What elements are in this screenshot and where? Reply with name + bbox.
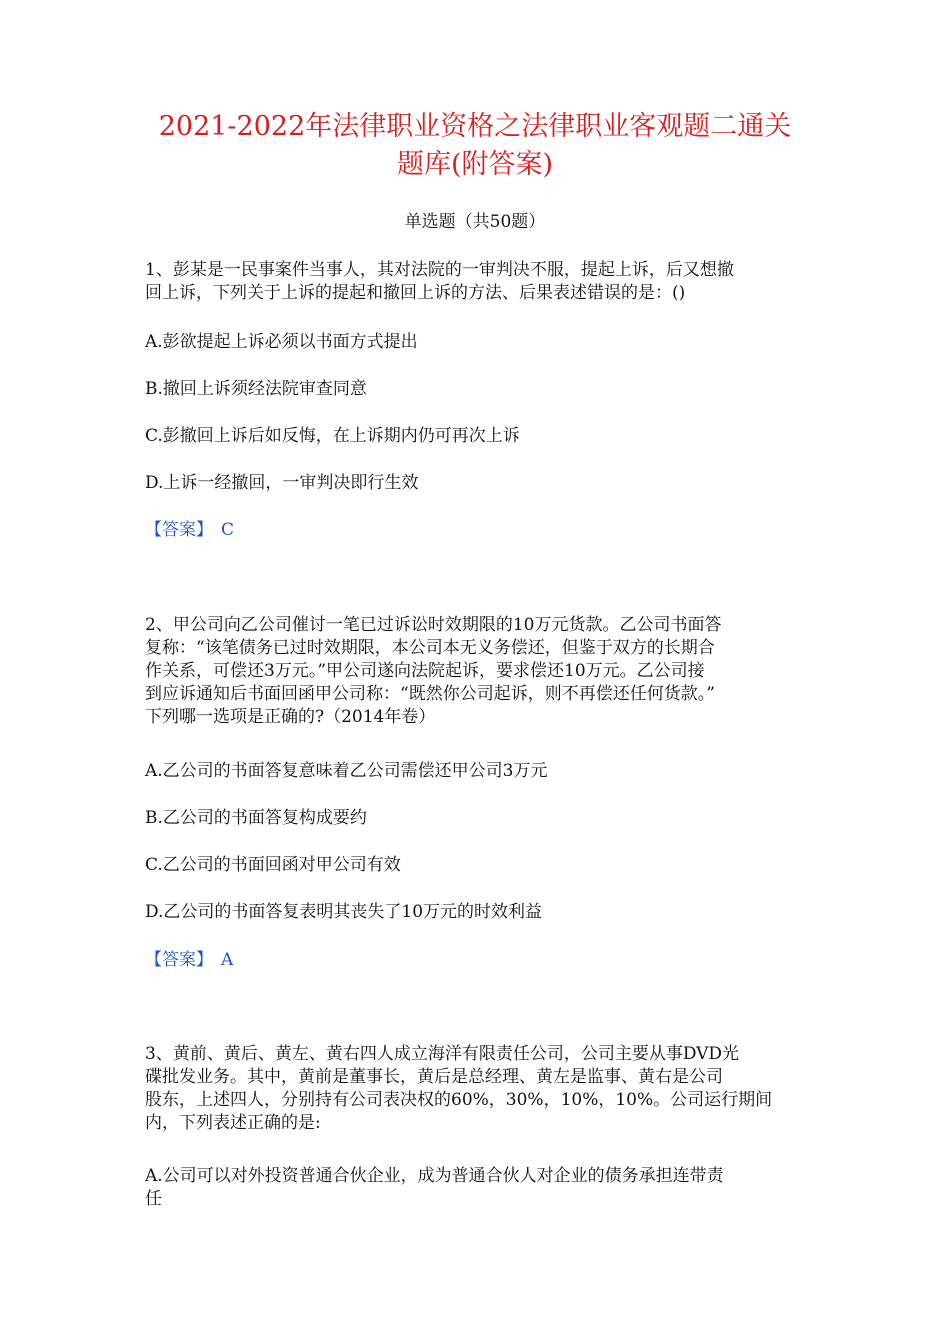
stem-line: 复称：“该笔债务已过时效期限，本公司本无义务偿还，但鉴于双方的长期合 xyxy=(145,638,715,658)
answer-label: 【答案】 xyxy=(145,950,213,970)
answer-value: C xyxy=(221,520,235,540)
title-line-1: 2021-2022年法律职业资格之法律职业客观题二通关 xyxy=(158,111,792,142)
stem-line: 到应诉通知后书面回函甲公司称：“既然你公司起诉，则不再偿还任何货款。” xyxy=(145,684,715,704)
document-title xyxy=(120,108,830,184)
option-line: 任 xyxy=(145,1189,162,1209)
stem-line: 下列哪一选项是正确的?（2014年卷） xyxy=(145,707,436,727)
stem-line: 1、彭某是一民事案件当事人，其对法院的一审判决不服，提起上诉，后又想撤 xyxy=(145,260,734,280)
question-1-option-a: A.彭欲提起上诉必须以书面方式提出 xyxy=(145,332,418,352)
stem-line: 作关系，可偿还3万元。”甲公司遂向法院起诉，要求偿还10万元。乙公司接 xyxy=(145,661,705,681)
question-3-option-a xyxy=(145,1165,825,1211)
option-line: A.公司可以对外投资普通合伙企业，成为普通合伙人对企业的债务承担连带责 xyxy=(145,1166,724,1186)
title-line-2: 题库(附答案) xyxy=(396,149,554,180)
question-2-answer xyxy=(145,949,233,972)
stem-line: 股东，上述四人，分别持有公司表决权的60%，30%，10%，10%。公司运行期间 xyxy=(145,1090,773,1110)
question-3-stem xyxy=(145,1043,825,1135)
stem-line: 回上诉，下列关于上诉的提起和撤回上诉的方法、后果表述错误的是：() xyxy=(145,283,686,303)
section-heading: 单选题（共50题） xyxy=(404,212,546,232)
question-1-option-d: D.上诉一经撤回，一审判决即行生效 xyxy=(145,473,419,493)
question-1-option-c: C.彭撤回上诉后如反悔，在上诉期内仍可再次上诉 xyxy=(145,426,520,446)
question-1-option-b: B.撤回上诉须经法院审查同意 xyxy=(145,379,367,399)
question-1-stem xyxy=(145,259,825,305)
question-2-option-c: C.乙公司的书面回函对甲公司有效 xyxy=(145,855,401,875)
question-2-option-d: D.乙公司的书面答复表明其丧失了10万元的时效利益 xyxy=(145,902,543,922)
stem-line: 3、黄前、黄后、黄左、黄右四人成立海洋有限责任公司，公司主要从事DVD光 xyxy=(145,1044,740,1064)
question-2-option-b: B.乙公司的书面答复构成要约 xyxy=(145,808,367,828)
question-1-answer xyxy=(145,519,234,542)
question-2-option-a: A.乙公司的书面答复意味着乙公司需偿还甲公司3万元 xyxy=(145,761,548,781)
stem-line: 内，下列表述正确的是: xyxy=(145,1113,321,1133)
answer-value: A xyxy=(221,950,234,970)
question-2-stem xyxy=(145,614,825,729)
stem-line: 碟批发业务。其中，黄前是董事长，黄后是总经理、黄左是监事、黄右是公司 xyxy=(145,1067,723,1087)
answer-label: 【答案】 xyxy=(145,520,213,540)
stem-line: 2、甲公司向乙公司催讨一笔已过诉讼时效期限的10万元货款。乙公司书面答 xyxy=(145,615,722,635)
